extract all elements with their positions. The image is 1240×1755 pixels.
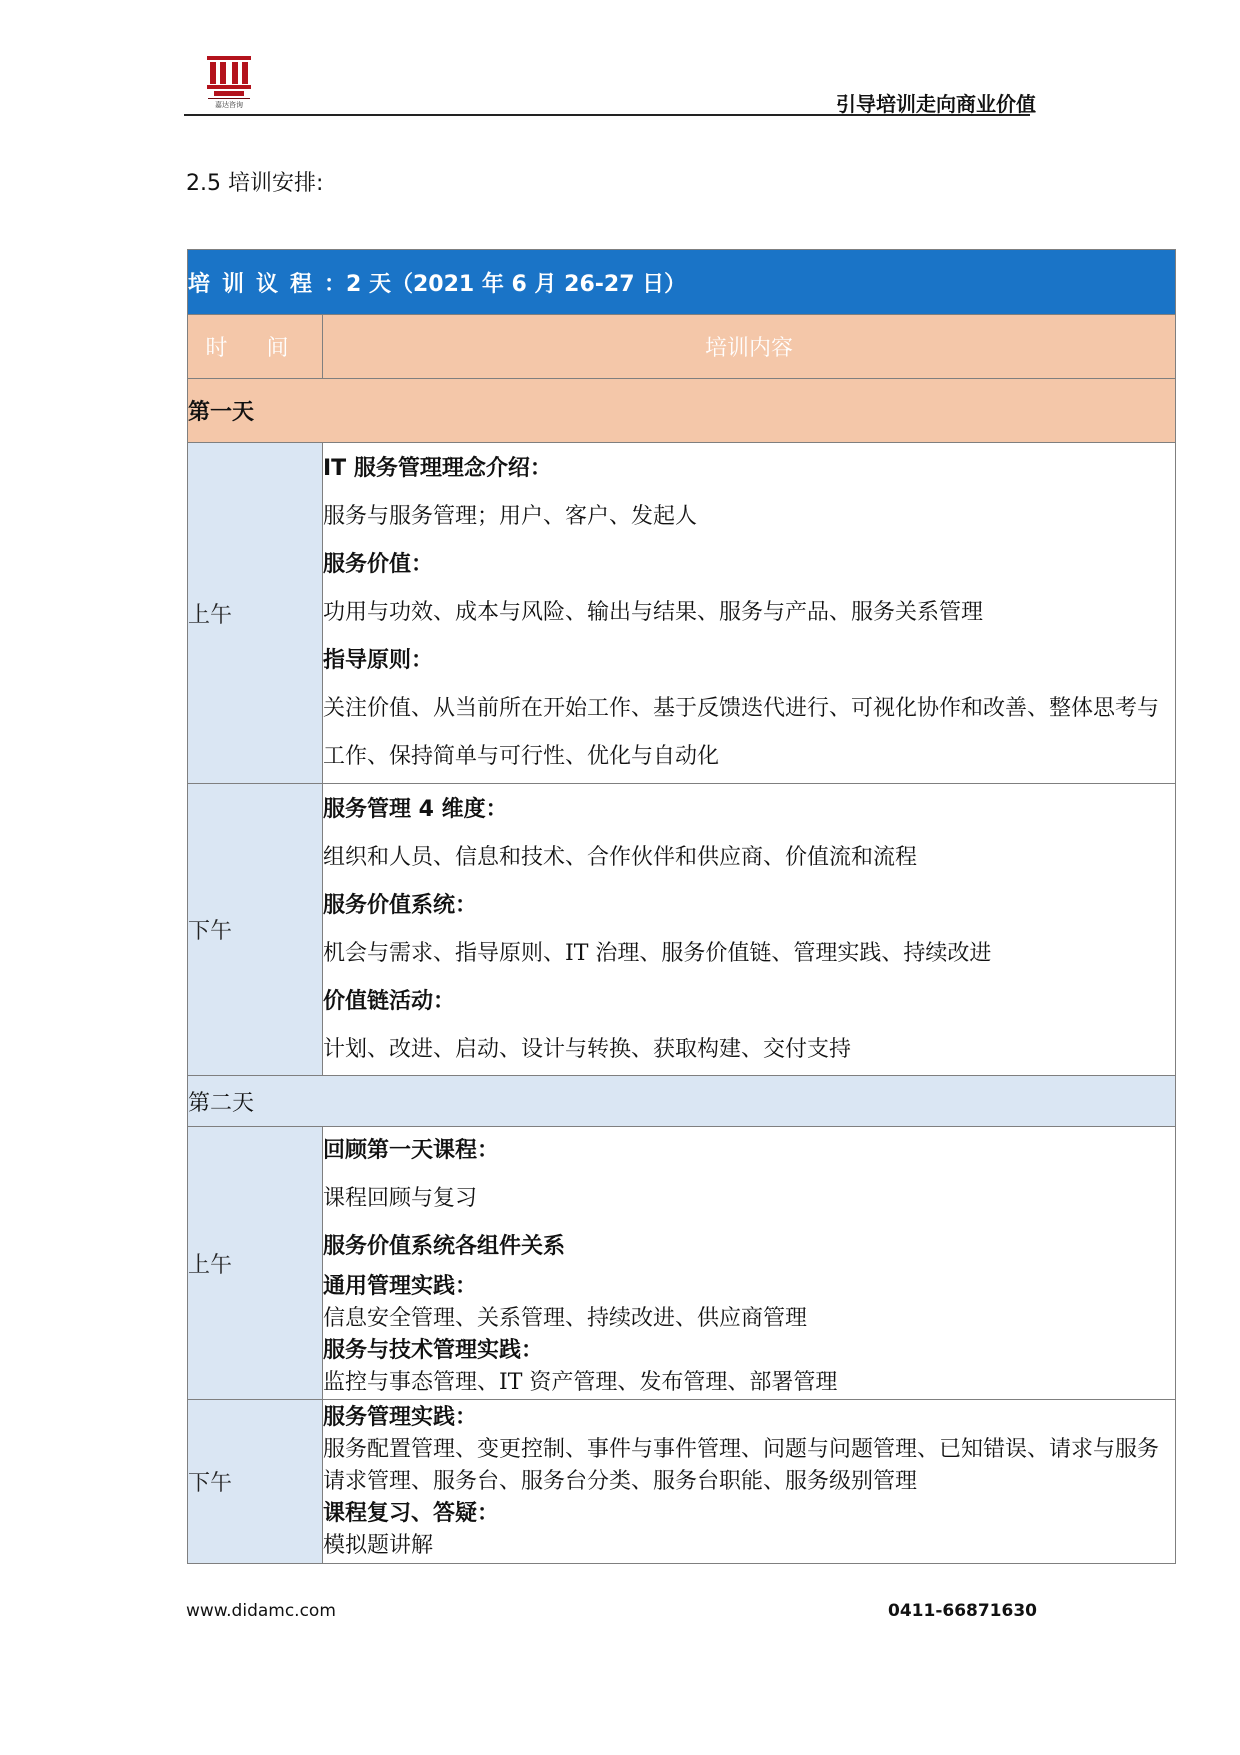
topic-heading: 服务与技术管理实践： [323,1338,544,1363]
topic-text: 信息安全管理、关系管理、持续改进、供应商管理 [323,1306,808,1331]
svg-text:嘉达咨询: 嘉达咨询 [215,101,243,109]
training-agenda-table [187,249,1176,1564]
topic-text: 服务与服务管理；用户、客户、发起人 [323,504,698,529]
company-logo [204,54,254,112]
session-row [188,1127,1176,1400]
session-content [323,1127,1176,1400]
session-row [188,1400,1176,1564]
topic-text: 组织和人员、信息和技术、合作伙伴和供应商、价值流和流程 [323,844,918,870]
topic-text: 监控与事态管理、IT 资产管理、发布管理、部署管理 [323,1370,838,1395]
period-label: 下午 [188,784,323,1076]
topic-text: 机会与需求、指导原则、IT 治理、服务价值链、管理实践、持续改进 [323,940,992,966]
topic-heading: 回顾第一天课程： [323,1138,500,1163]
topic-text: 关注价值、从当前所在开始工作、基于反馈迭代进行、可视化协作和改善、整体思考与工作、保持简单与可行性、优化与自动化 [323,696,1160,769]
topic-text: 模拟题讲解 [323,1532,434,1558]
session-content [323,1400,1176,1564]
day-row [188,1076,1176,1127]
topic-heading: 课程复习、答疑： [323,1500,500,1526]
session-content [323,784,1176,1076]
topic-heading: 通用管理实践： [323,1274,478,1299]
topic-text: 功用与功效、成本与风险、输出与结果、服务与产品、服务关系管理 [323,600,984,625]
column-header-content: 培训内容 [323,315,1176,379]
topic-text: 课程回顾与复习 [323,1186,478,1211]
agenda-column-header-row [188,315,1176,379]
topic-heading: IT 服务管理理念介绍： [323,456,552,481]
topic-heading: 服务管理 4 维度： [323,796,508,822]
agenda-banner-row [188,250,1176,315]
agenda-banner-label: 培训议程 [188,271,325,297]
topic-text: 计划、改进、启动、设计与转换、获取构建、交付支持 [323,1036,852,1062]
column-header-time: 时 间 [188,315,323,379]
company-seal-logo-icon [204,54,254,112]
header-title: 引导培训走向商业价值 [836,92,1036,116]
section-title: 2.5 培训安排: [186,171,324,196]
period-label: 上午 [188,1127,323,1400]
period-label: 下午 [188,1400,323,1564]
topic-text: 服务配置管理、变更控制、事件与事件管理、问题与问题管理、已知错误、请求与服务请求管理、服务台、服务台分类、服务台职能、服务级别管理 [323,1436,1160,1494]
session-row [188,784,1176,1076]
day-label: 第二天 [188,1076,1176,1127]
topic-heading: 服务管理实践： [323,1404,478,1430]
agenda-banner-detail: ：2 天（2021 年 6 月 26-27 日） [324,271,687,297]
header-divider [184,114,1030,116]
period-label: 上午 [188,443,323,784]
session-content [323,443,1176,784]
topic-heading: 服务价值系统各组件关系 [323,1234,566,1259]
day-label: 第一天 [188,379,1176,443]
topic-heading: 价值链活动： [323,988,456,1014]
topic-heading: 指导原则： [323,648,434,673]
session-row [188,443,1176,784]
agenda-banner [188,250,1176,315]
footer-website: www.didamc.com [186,1601,336,1621]
topic-heading: 服务价值系统： [323,892,478,918]
day-row [188,379,1176,443]
topic-heading: 服务价值： [323,552,434,577]
footer-phone: 0411-66871630 [888,1601,1037,1621]
